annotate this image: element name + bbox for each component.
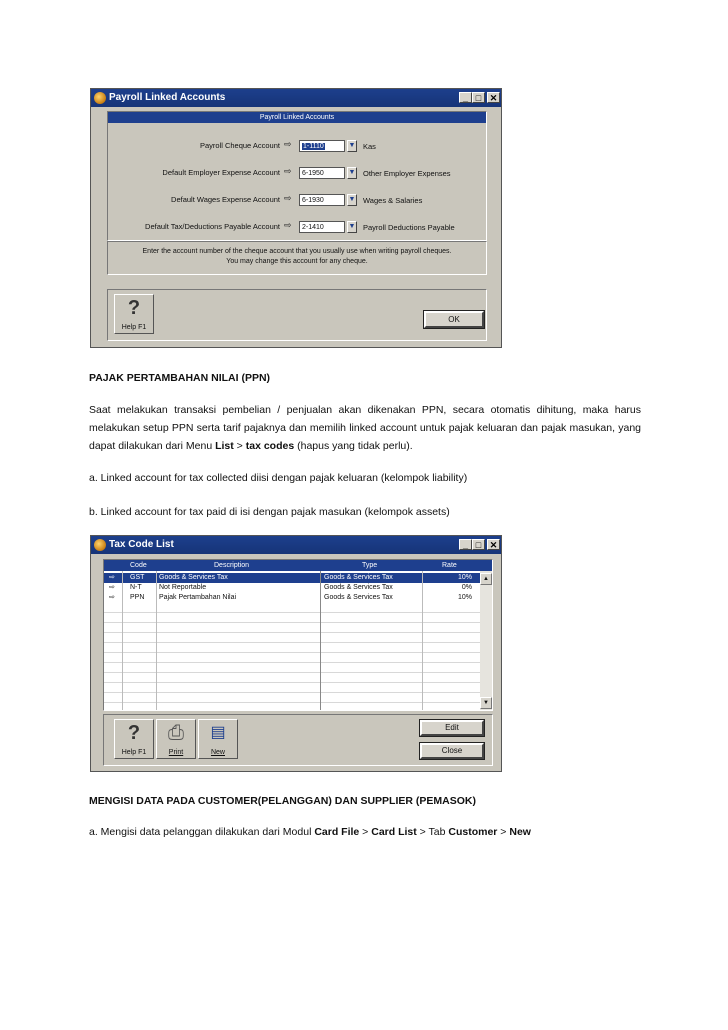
lookup-icon[interactable]: ▼: [347, 221, 357, 233]
payroll-linked-accounts-window: [90, 88, 502, 348]
lookup-icon[interactable]: ▼: [347, 167, 357, 179]
column-header-description[interactable]: Description: [214, 562, 250, 569]
minimize-button[interactable]: _: [459, 539, 472, 550]
bottom-bar: [103, 714, 493, 766]
help-button[interactable]: [114, 294, 154, 334]
instruction-text: a. Mengisi data pelanggan dilakukan dari Modul: [89, 826, 315, 838]
row-description: Pajak Pertambahan Nilai: [159, 594, 237, 601]
new-label: New: [210, 749, 225, 756]
app-icon: [94, 539, 106, 551]
linked-accounts-panel: [107, 111, 487, 241]
card-file-text: Card File: [314, 826, 360, 838]
wages-expense-name: Wages & Salaries: [363, 196, 423, 205]
help-button[interactable]: [114, 719, 154, 759]
column-divider: [122, 571, 123, 710]
separator-text: >: [359, 826, 372, 838]
column-divider: [320, 571, 321, 710]
arrow-icon: ⇨: [284, 220, 292, 230]
table-row[interactable]: [104, 573, 480, 583]
row-code: GST: [130, 574, 145, 581]
app-icon: [94, 92, 106, 104]
column-header-rate[interactable]: Rate: [442, 562, 457, 569]
arrow-icon: ⇨: [284, 139, 292, 149]
row-rate: 10%: [457, 594, 472, 601]
item-a-text: a. Linked account for tax collected diisi dengan pajak keluaran (kelompok liability): [89, 472, 468, 484]
tax-code-list-window: [90, 535, 502, 772]
scroll-down-button[interactable]: ▼: [480, 697, 492, 709]
close-button[interactable]: ✕: [487, 92, 500, 103]
print-button[interactable]: [156, 719, 196, 759]
close-window-button[interactable]: Close: [420, 743, 484, 759]
row-code: N-T: [130, 584, 142, 591]
column-divider: [156, 571, 157, 710]
ok-button[interactable]: OK: [424, 311, 484, 328]
table-row[interactable]: [104, 593, 480, 603]
minimize-button[interactable]: _: [459, 92, 472, 103]
item-b-text: b. Linked account for tax paid di isi dengan pajak masukan (kelompok assets): [89, 506, 450, 518]
wages-expense-label: Default Wages Expense Account: [171, 195, 280, 204]
customer-instruction: [89, 826, 531, 838]
arrow-icon: ⇨: [284, 193, 292, 203]
menu-list-text: List: [215, 440, 234, 452]
row-arrow-icon[interactable]: ⇨: [109, 574, 115, 581]
message-line-2: You may change this account for any cheque.: [226, 258, 368, 265]
row-rate: 0%: [461, 584, 472, 591]
help-icon: ?: [127, 722, 141, 744]
employer-expense-name: Other Employer Expenses: [363, 169, 451, 178]
print-label: Print: [168, 749, 184, 756]
lookup-icon[interactable]: ▼: [347, 194, 357, 206]
column-header-type[interactable]: Type: [362, 562, 378, 569]
new-text: New: [509, 826, 531, 838]
tax-payable-field[interactable]: 2-1410: [299, 221, 345, 233]
ppn-paragraph-end: (hapus yang tidak perlu).: [294, 440, 413, 452]
row-arrow-icon[interactable]: ⇨: [109, 584, 115, 591]
row-type: Goods & Services Tax: [324, 574, 393, 581]
ppn-paragraph-text: Saat melakukan transaksi pembelian / penjualan akan dikenakan PPN, secara otomatis dihitung, maka harus melakukan setup PPN serta tarif pajaknya dan memilih linked account untuk pajak keluaran dan pajak masukan, yang dapat dilakukan dari Menu: [89, 404, 641, 452]
printer-icon: ⎙: [168, 722, 184, 744]
wages-expense-field[interactable]: 6-1930: [299, 194, 345, 206]
window-titlebar: [91, 536, 501, 554]
customer-text: Customer: [448, 826, 498, 838]
payroll-cheque-name: Kas: [363, 142, 376, 151]
row-type: Goods & Services Tax: [324, 584, 393, 591]
window-title: Payroll Linked Accounts: [109, 92, 226, 103]
table-row[interactable]: [104, 583, 480, 593]
help-label: Help F1: [121, 749, 147, 756]
separator-text: >: [233, 440, 246, 452]
help-label: Help F1: [121, 324, 147, 331]
message-panel: [107, 241, 487, 275]
ppn-paragraph: [89, 401, 641, 455]
edit-button[interactable]: Edit: [420, 720, 484, 736]
column-divider: [422, 571, 423, 710]
section-heading-customer-supplier: MENGISI DATA PADA CUSTOMER(PELANGGAN) DAN SUPPLIER (PEMASOK): [89, 795, 476, 807]
row-description: Goods & Services Tax: [159, 574, 228, 581]
tax-code-table: [103, 559, 493, 711]
window-titlebar: [91, 89, 501, 107]
arrow-icon: ⇨: [284, 166, 292, 176]
menu-tax-codes-text: tax codes: [245, 440, 295, 452]
scroll-up-button[interactable]: ▲: [480, 573, 492, 585]
tax-payable-label: Default Tax/Deductions Payable Account: [145, 222, 280, 231]
payroll-cheque-label: Payroll Cheque Account: [199, 141, 280, 150]
message-line-1: Enter the account number of the cheque account that you usually use when writing payroll cheques.: [142, 248, 452, 255]
close-button[interactable]: ✕: [487, 539, 500, 550]
column-header-code[interactable]: Code: [130, 562, 147, 569]
new-button[interactable]: [198, 719, 238, 759]
panel-title: Payroll Linked Accounts: [108, 112, 486, 123]
separator-text: >: [497, 826, 510, 838]
employer-expense-field[interactable]: 6-1950: [299, 167, 345, 179]
row-arrow-icon[interactable]: ⇨: [109, 594, 115, 601]
new-icon: ▤: [210, 724, 226, 741]
row-rate: 10%: [457, 574, 472, 581]
window-title: Tax Code List: [109, 539, 174, 550]
help-icon: ?: [127, 297, 141, 319]
grid-lines: [104, 603, 480, 710]
tax-payable-name: Payroll Deductions Payable: [363, 223, 455, 232]
maximize-button[interactable]: □: [472, 539, 485, 550]
lookup-icon[interactable]: ▼: [347, 140, 357, 152]
maximize-button[interactable]: □: [472, 92, 485, 103]
bottom-bar: [107, 289, 487, 341]
card-list-text: Card List: [371, 826, 417, 838]
row-code: PPN: [130, 594, 145, 601]
employer-expense-label: Default Employer Expense Account: [162, 168, 280, 177]
row-description: Not Reportable: [159, 584, 207, 591]
tab-text: > Tab: [416, 826, 449, 838]
section-heading-ppn: PAJAK PERTAMBAHAN NILAI (PPN): [89, 372, 271, 384]
vertical-scrollbar[interactable]: [480, 571, 492, 710]
table-header: [104, 560, 492, 571]
row-type: Goods & Services Tax: [324, 594, 393, 601]
payroll-cheque-field[interactable]: 1-1110: [299, 140, 345, 152]
